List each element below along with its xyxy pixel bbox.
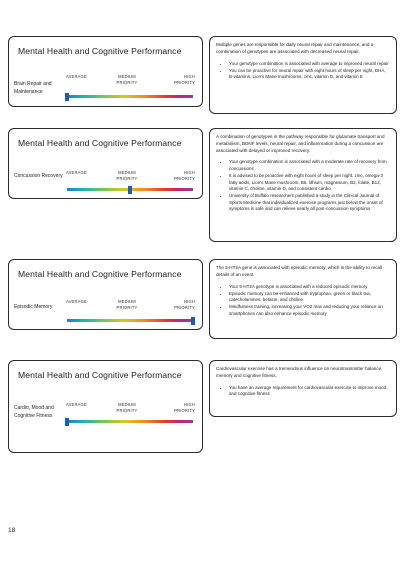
- level-average: AVERAGE: [66, 170, 87, 175]
- trait-label: Concussion Recovery: [14, 173, 63, 179]
- trait-label: Brain Repair and Maintenance: [14, 81, 52, 96]
- level-high: HIGH PRIORITY: [174, 402, 195, 413]
- level-medium: MEDIUM PRIORITY: [116, 402, 138, 413]
- bullet-item: • Your genotype combination is associated with average to improved neural repair: [229, 61, 390, 68]
- info-card: [209, 259, 397, 339]
- bullet-list: [216, 385, 390, 398]
- card-title: Mental Health and Cognitive Performance: [18, 269, 182, 279]
- bullet-item: • Your 5-HT2A genotype is associated with a reduced episodic memory: [229, 284, 390, 291]
- card-title: Mental Health and Cognitive Performance: [18, 370, 182, 380]
- level-high: HIGH PRIORITY: [174, 170, 195, 181]
- bullet-item: • You have an average requirement for cardiovascular exercise to improve mood and cognitive fitness: [229, 385, 390, 398]
- intro-text: Multiple genes are responsible for daily neural repair and maintenance, and a combination of genotypes are associated with decreased neural repair.: [216, 42, 374, 54]
- level-medium: MEDIUM PRIORITY: [116, 74, 138, 85]
- priority-marker: [191, 317, 195, 325]
- info-card: [209, 360, 397, 417]
- priority-bar: [67, 420, 193, 423]
- intro-text: A combination of genotypes in the pathway responsible for glutamate transport and metabolism, BDNF levels, neural repair, and inflammation during a concussion are associated with delayed or improved recovery.: [216, 134, 385, 153]
- bullet-item: • Mindfulness training, increasing your VO2 max and reducing your reliance on smartphones can also enhance episodic memory: [229, 304, 390, 317]
- intro-text: Cardiovascular exercise has a tremendous influence on neurotransmitter balance, memory and cognitive fitness.: [216, 366, 383, 378]
- info-card: [209, 128, 397, 242]
- bullet-item: • You can be proactive for neural repair with eight hours of sleep per night, DHA, B-vitamins, Lion's Mane mushrooms, zinc, vitamin D, and vitamin E: [229, 68, 390, 81]
- bullet-list: [216, 284, 390, 318]
- priority-bar: [67, 319, 193, 322]
- level-average: AVERAGE: [66, 74, 87, 79]
- bullet-item: • It is advised to be proactive with eight hours of sleep per night, zinc, omega-3 fatty acids, Lion's Mane mushroom, B6, lithium, magnesium, B2, folate, B12, vitamin C, choline, vitamin D, and consistent cardio: [229, 173, 390, 193]
- bullet-item: • Your genotype combination is associated with a moderate rate of recovery from concussions: [229, 159, 390, 172]
- priority-card: [8, 36, 203, 107]
- card-title: Mental Health and Cognitive Performance: [18, 46, 182, 56]
- bullet-item: • Episodic memory can be enhanced with tryptophan, green or black tea, catecholamines, betaine, and choline: [229, 291, 390, 304]
- intro-text: The 5-HT2A gene is associated with episodic memory, which is the ability to recall details of an event.: [216, 265, 383, 277]
- level-average: AVERAGE: [66, 299, 87, 304]
- priority-card: [8, 259, 203, 330]
- priority-card: [8, 360, 203, 453]
- bullet-list: [216, 61, 390, 81]
- level-high: HIGH PRIORITY: [174, 299, 195, 310]
- priority-marker: [65, 93, 69, 101]
- page-number: 18: [8, 527, 16, 534]
- priority-bar: [67, 188, 193, 191]
- priority-marker: [128, 186, 132, 194]
- trait-label: Episodic Memory: [14, 304, 53, 310]
- level-average: AVERAGE: [66, 402, 87, 407]
- trait-label: Cardio, Mood and Cognitive Fitness: [14, 405, 54, 420]
- card-title: Mental Health and Cognitive Performance: [18, 138, 182, 148]
- bullet-list: [216, 159, 390, 213]
- priority-card: [8, 128, 203, 199]
- level-high: HIGH PRIORITY: [174, 74, 195, 85]
- level-medium: MEDIUM PRIORITY: [116, 170, 138, 181]
- bullet-item: • University of Buffalo researchers published a study in the Clinical Journal of Sports Medicine that individualized exercise programs just below the onset of symptoms is safe and can relieve nearly all post-concussion symptoms: [229, 193, 390, 213]
- priority-bar: [67, 95, 193, 98]
- info-card: [209, 36, 397, 114]
- level-medium: MEDIUM PRIORITY: [116, 299, 138, 310]
- priority-marker: [65, 418, 69, 426]
